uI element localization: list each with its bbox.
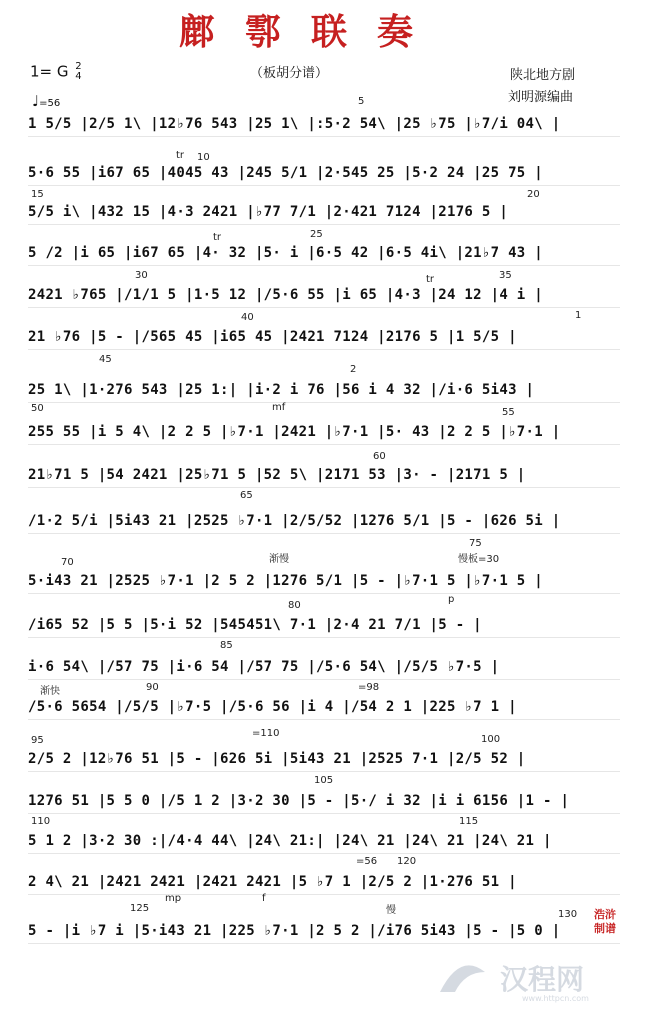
tempo-marking: =56 [356, 856, 378, 867]
measure-number: 20 [527, 189, 540, 200]
subtitle: （板胡分谱） [250, 66, 329, 81]
score-row: /5·6 5654 |/5/5 |♭7·5 |/5·6 56 |i 4 |/54 2 1 |225 ♭7 1 | [28, 695, 620, 720]
score-row: 5·6 55 |i67 65 |4045 43 |245 5/1 |2·545 25 |5·2 24 |25 75 | [28, 161, 620, 186]
volta-mark: 2 [350, 364, 357, 375]
measure-number: 45 [99, 354, 112, 365]
score-row: 25 1\ |1·276 543 |25 1:| |i·2 i 76 |56 i 4 32 |/i·6 5i43 | [28, 378, 620, 403]
measure-number: 75 [469, 538, 482, 549]
measure-number: 70 [61, 557, 74, 568]
time-beats: 2 [75, 61, 82, 72]
score-row: 5/5 i\ |432 15 |4·3 2421 |♭77 7/1 |2·421 7124 |2176 5 | [28, 200, 620, 225]
measure-number: 85 [220, 640, 233, 651]
maker-stamp: 浩浒制谱 [594, 908, 616, 935]
watermark-logo-icon [430, 952, 490, 1002]
time-unit: 4 [75, 71, 82, 82]
measure-number: 115 [459, 816, 479, 827]
tempo-value: =56 [39, 98, 61, 109]
measure-number: 110 [31, 816, 51, 827]
score-row: 255 55 |i 5 4\ |2 2 5 |♭7·1 |2421 |♭7·1 |5· 43 |2 2 5 |♭7·1 | [28, 420, 620, 445]
measure-number: 120 [397, 856, 417, 867]
score-row: 21♭71 5 |54 2421 |25♭71 5 |52 5\ |2171 53 |3· - |2171 5 | [28, 463, 620, 488]
score-row: 5 /2 |i 65 |i67 65 |4· 32 |5· i |6·5 42 |6·5 4i\ |21♭7 43 | [28, 241, 620, 266]
watermark [430, 952, 640, 1012]
measure-number: 10 [197, 152, 210, 163]
score-row: i·6 54\ |/57 75 |i·6 54 |/57 75 |/5·6 54\ |/5/5 ♭7·5 | [28, 655, 620, 680]
measure-number: 65 [240, 490, 253, 501]
measure-number: 60 [373, 451, 386, 462]
score-row: 1 5/5 |2/5 1\ |12♭76 543 |25 1\ |:5·2 54\ |25 ♭75 |♭7/i 04\ | [28, 112, 620, 137]
page-title: 鄜鄠联奏 [178, 11, 443, 53]
measure-number: 25 [310, 229, 323, 240]
measure-number: 5 [358, 96, 365, 107]
trill-mark: tr [426, 274, 435, 285]
slow-tempo-value: =30 [478, 554, 500, 565]
quarter-note-icon: ♩ [32, 92, 40, 110]
dynamic-mark: mf [272, 402, 286, 413]
score-row: 5 1 2 |3·2 30 :|/4·4 44\ |24\ 21:| |24\ 21 |24\ 21 |24\ 21 | [28, 829, 620, 854]
tempo-change: 渐快 [40, 686, 60, 697]
genre-label: 陕北地方剧 [510, 68, 576, 83]
tempo-marking: =110 [252, 728, 280, 739]
measure-number: 125 [130, 903, 150, 914]
dynamic-mark: p [448, 594, 455, 605]
tempo-change: 慢 [386, 905, 396, 916]
score-row: 5·i43 21 |2525 ♭7·1 |2 5 2 |1276 5/1 |5 - |♭7·1 5 |♭7·1 5 | [28, 569, 620, 594]
watermark-url: www.httpcn.com [522, 994, 589, 1003]
measure-number: 35 [499, 270, 512, 281]
dynamic-mark: f [262, 893, 266, 904]
measure-number: 55 [502, 407, 515, 418]
measure-number: 105 [314, 775, 334, 786]
slow-tempo-label: 慢板 [458, 554, 478, 565]
key-label: 1= G [30, 62, 69, 81]
arranger-label: 刘明源编曲 [508, 90, 574, 105]
dynamic-mark: mp [165, 893, 182, 904]
key-signature [30, 62, 82, 82]
measure-number: 15 [31, 189, 44, 200]
measure-number: 100 [481, 734, 501, 745]
score-row: /i65 52 |5 5 |5·i 52 |545451\ 7·1 |2·4 21 7/1 |5 - | [28, 613, 620, 638]
measure-number: 30 [135, 270, 148, 281]
trill-mark: tr [213, 232, 222, 243]
measure-number: 80 [288, 600, 301, 611]
score-row: 2421 ♭765 |/1/1 5 |1·5 12 |/5·6 55 |i 65 |4·3 |24 12 |4 i | [28, 283, 620, 308]
watermark-text: 汉程网 [500, 963, 585, 996]
tempo-marking [32, 92, 60, 110]
volta-mark: 1 [575, 310, 582, 321]
score-row: 1276 51 |5 5 0 |/5 1 2 |3·2 30 |5 - |5·/ i 32 |i i 6156 |1 - | [28, 789, 620, 814]
measure-number: 130 [558, 909, 578, 920]
measure-number: 95 [31, 735, 44, 746]
score-row: 2 4\ 21 |2421 2421 |2421 2421 |5 ♭7 1 |2/5 2 |1·276 51 | [28, 870, 620, 895]
measure-number: 50 [31, 403, 44, 414]
time-signature [75, 62, 81, 82]
score-row: 5 - |i ♭7 i |5·i43 21 |225 ♭7·1 |2 5 2 |/i76 5i43 |5 - |5 0 | [28, 919, 620, 944]
tempo-marking: =98 [358, 682, 380, 693]
measure-number: 90 [146, 682, 159, 693]
score-row: 2/5 2 |12♭76 51 |5 - |626 5i |5i43 21 |2525 7·1 |2/5 52 | [28, 747, 620, 772]
score-row: /1·2 5/i |5i43 21 |2525 ♭7·1 |2/5/52 |1276 5/1 |5 - |626 5i | [28, 509, 620, 534]
measure-number: 40 [241, 312, 254, 323]
tempo-change: 渐慢 [269, 554, 289, 565]
tempo-change [458, 550, 499, 565]
score-row: 21 ♭76 |5 - |/565 45 |i65 45 |2421 7124 |2176 5 |1 5/5 | [28, 325, 620, 350]
trill-mark: tr [176, 150, 185, 161]
